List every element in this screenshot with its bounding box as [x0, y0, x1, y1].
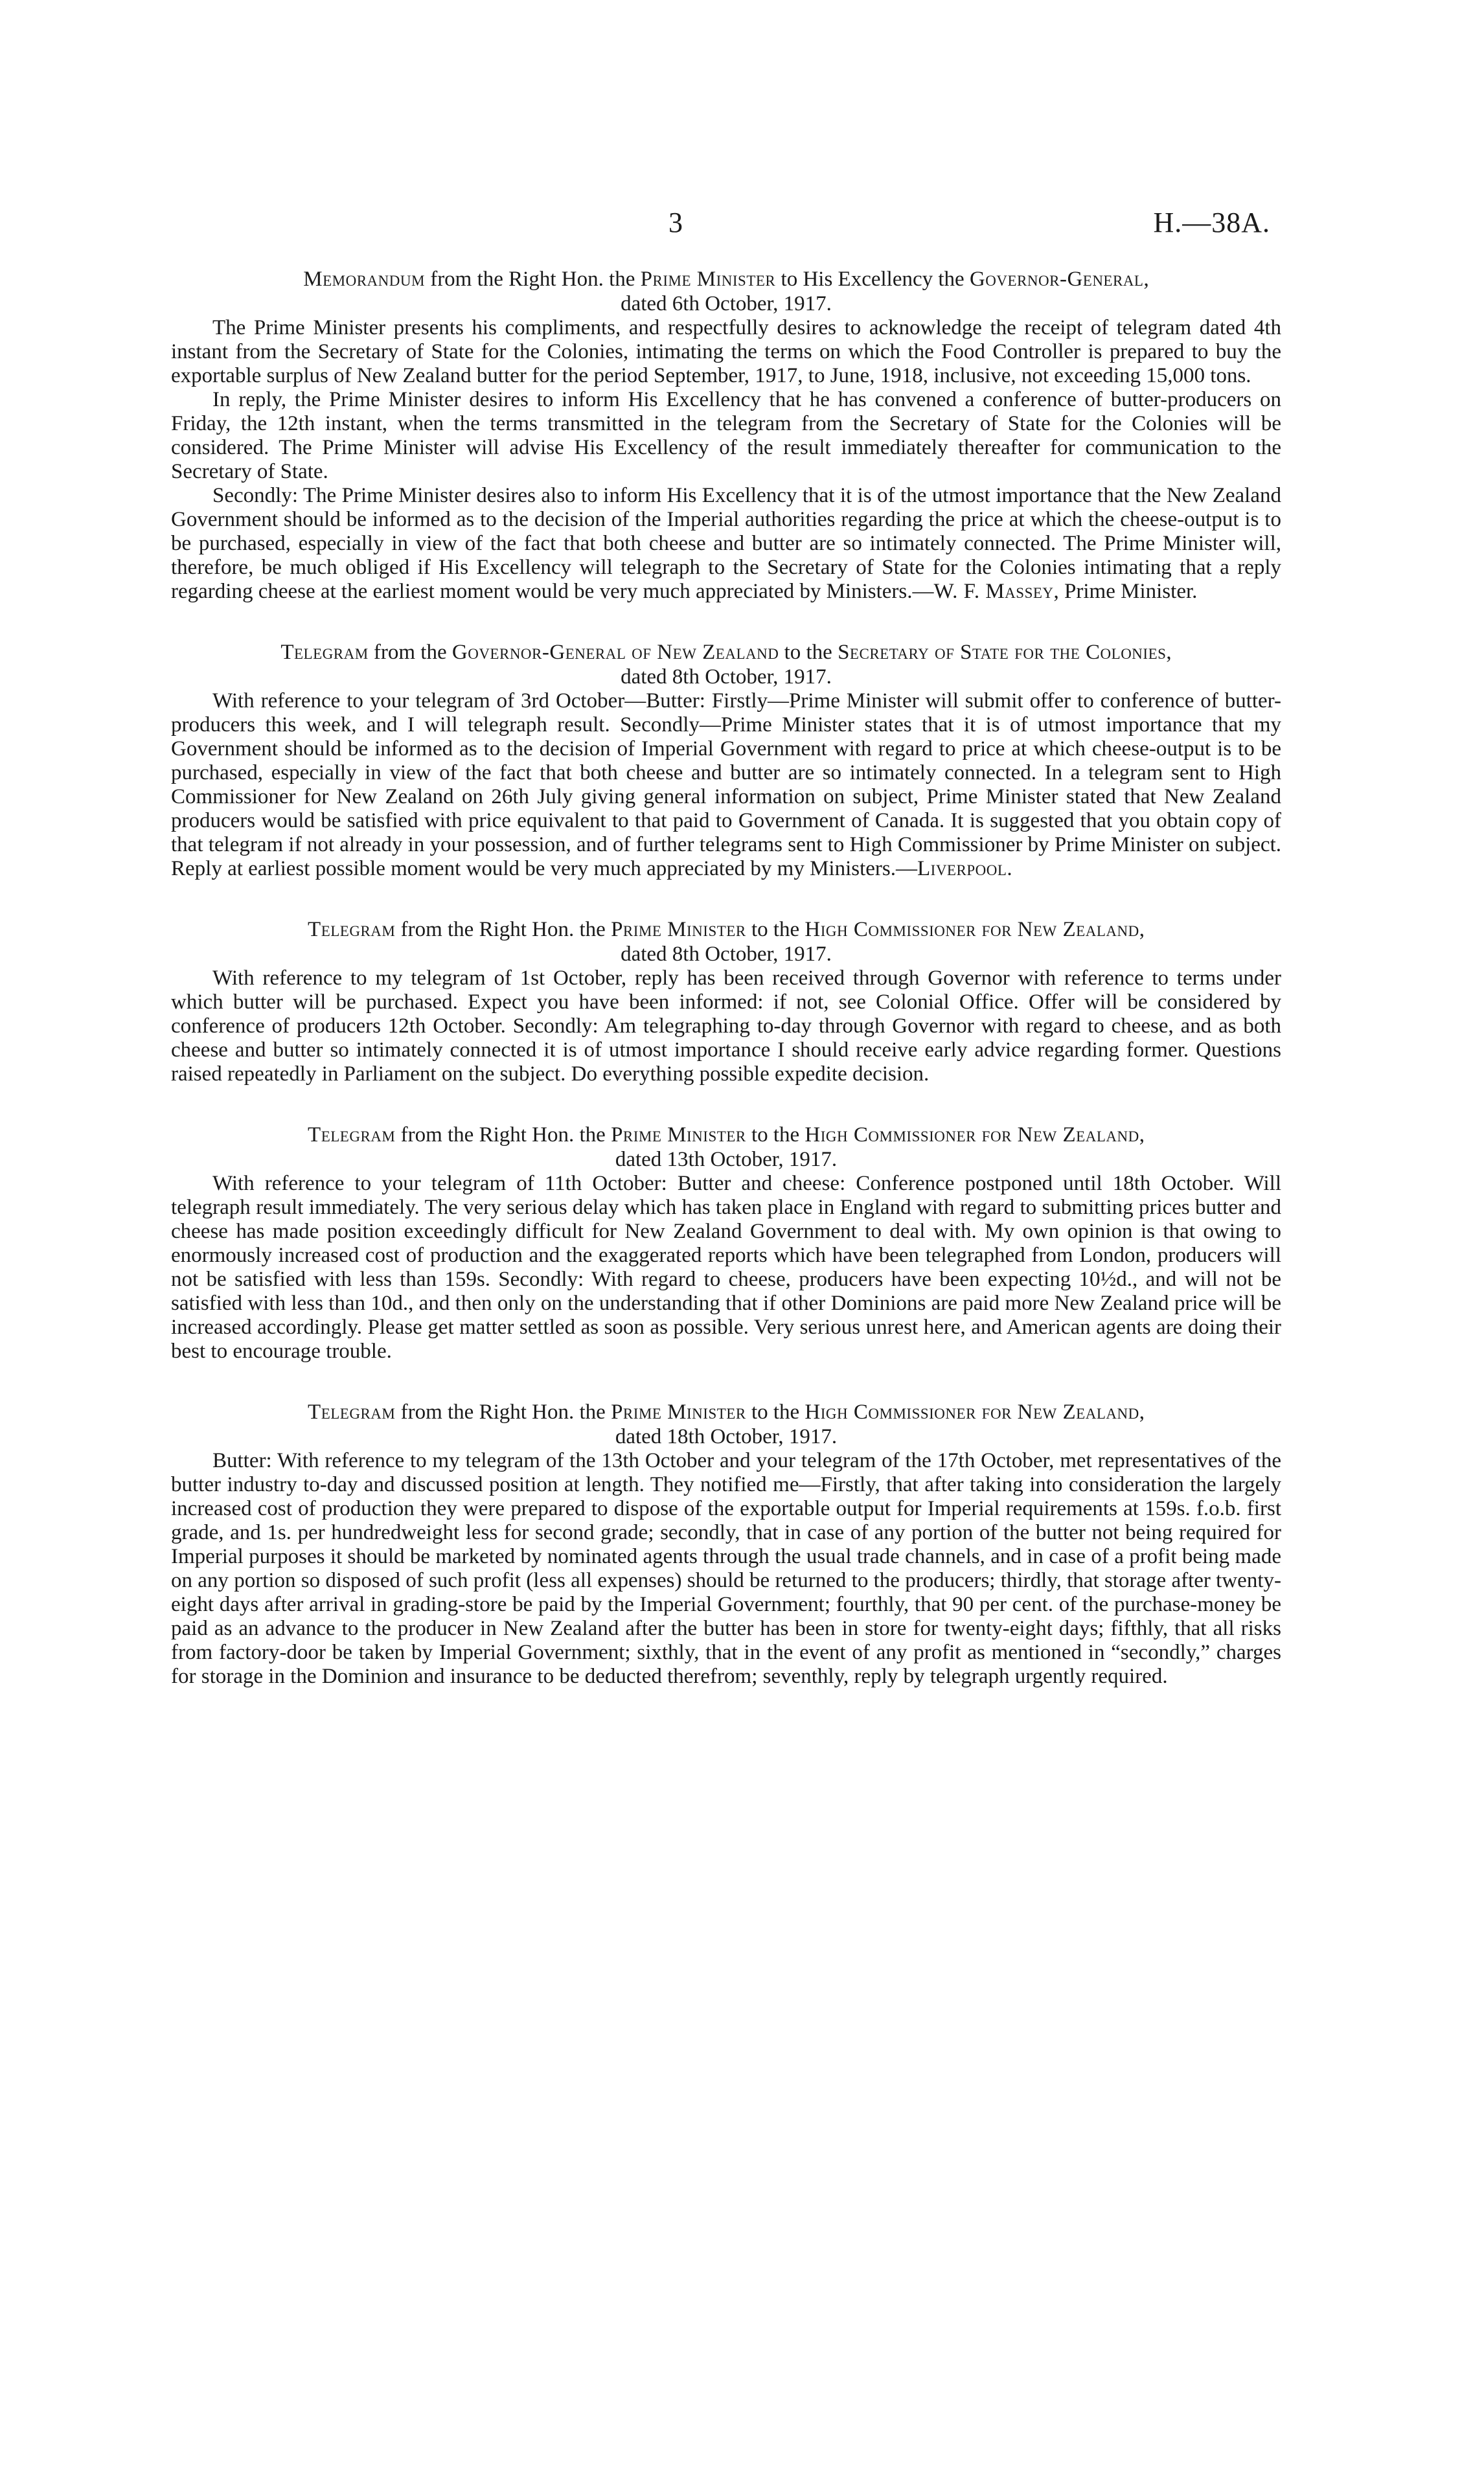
section-heading [171, 640, 1281, 665]
heading-lead: Telegram [280, 641, 369, 664]
section-body [171, 1172, 1281, 1364]
page-header [0, 206, 1484, 251]
signature: Liverpool [917, 857, 1007, 880]
heading-text: , [1139, 1123, 1145, 1147]
heading-text: , [1139, 918, 1145, 941]
heading-sender: Prime Minister [640, 268, 776, 291]
heading-text: from the Right Hon. the [424, 268, 641, 291]
heading-sender: Prime Minister [611, 918, 746, 941]
paragraph [171, 484, 1281, 604]
heading-sender: Prime Minister [611, 1400, 746, 1424]
section-body [171, 689, 1281, 881]
paragraph: With reference to my telegram of 1st October, reply has been received through Governor with reference to terms under which butter will be purchased. Expect you have been informed: if not, see Colonial Office. Offer will be considered by conference of producers 12th October. Secondly: Am telegraphing to-day through Governor with regard to cheese, and as both cheese and butter so intimately connected it is of utmost importance I should receive early advice regarding former. Questions raised repeatedly in Parliament on the subject. Do everything possible expedite decision. [171, 966, 1281, 1086]
heading-recipient: High Commissioner for New Zealand [805, 918, 1139, 941]
heading-recipient: Governor-General [969, 268, 1144, 291]
heading-lead: Telegram [308, 1400, 396, 1424]
section-dateline: dated 6th October, 1917. [621, 292, 832, 315]
heading-recipient: High Commissioner for New Zealand [805, 1400, 1139, 1424]
section-heading [171, 267, 1281, 291]
heading-recipient: Secretary of State for the Colonies [838, 641, 1167, 664]
heading-text: , [1139, 1400, 1145, 1424]
heading-lead: Telegram [308, 918, 396, 941]
paragraph: The Prime Minister presents his compliments, and respectfully desires to acknowledge the receipt of telegram dated 4th instant from the Secretary of State for the Colonies, intimating the terms on which the Food Controller is prepared to buy the exportable surplus of New Zealand butter for the period September, 1917, to June, 1918, inclusive, not exceeding 15,000 tons. [171, 316, 1281, 387]
paragraph: With reference to your telegram of 11th October: Butter and cheese: Conference postponed until 18th October. Will telegraph result immediately. The very serious delay which has taken place in England with regard to submitting prices butter and cheese has made position exceedingly difficult for New Zealand Government to deal with. My own opinion is that owing to enormously increased cost of production and the exaggerated reports which have been telegraphed from London, producers will not be satisfied with less than 159s. Secondly: With regard to cheese, producers have been expecting 10½d., and will not be satisfied with less than 10d., and then only on the understanding that if other Dominions are paid more New Zealand price will be increased accordingly. Please get matter settled as soon as possible. Very serious unrest here, and American agents are doing their best to encourage trouble. [171, 1172, 1281, 1363]
signature: W. F. Massey [933, 580, 1054, 603]
paragraph-text: With reference to your telegram of 3rd October—Butter: Firstly—Prime Minister will submit offer to conference of butter-producers this week, and I will telegraph result. Secondly—Prime Minister states that it is of utmost importance that my Government should be informed as to the decision of Imperial Government with regard to price at which cheese-output is to be purchased, especially in view of the fact that both cheese and butter are so intimately connected. In a telegram sent to High Commissioner for New Zealand on 26th July giving general information on subject, Prime Minister stated that New Zealand producers would be satisfied with price equivalent to that paid to Government of Canada. It is suggested that you obtain copy of that telegram if not already in your possession, and of further telegrams sent to High Commissioner by Prime Minister on subject. Reply at earliest possible moment would be very much appreciated by my Ministers.— [171, 689, 1281, 880]
paragraph: Butter: With reference to my telegram of the 13th October and your telegram of the 17th October, met representatives of the butter industry to-day and discussed position at length. They notified me—Firstly, that after taking into consideration the largely increased cost of production they were prepared to dispose of the exportable output for Imperial requirements at 159s. f.o.b. first grade, and 1s. per hundredweight less for second grade; secondly, that in case of any portion of the butter not being required for Imperial purposes it should be marketed by nominated agents through the usual trade channels, and in case of a profit being made on any portion so disposed of such profit (less all expenses) should be returned to the producers; thirdly, that storage after twenty-eight days after arrival in grading-store be paid by the Imperial Government; fourthly, that 90 per cent. of the purchase-money be paid as an advance to the producer in New Zealand after the butter has been in store for twenty-eight days; fifthly, that all risks from factory-door be taken by Imperial Government; sixthly, that in the event of any profit as mentioned in “secondly,” charges for storage in the Dominion and insurance to be deducted therefrom; seventhly, reply by telegraph urgently required. [171, 1449, 1281, 1688]
section-dateline: dated 18th October, 1917. [615, 1425, 838, 1448]
section-heading [171, 1400, 1281, 1424]
heading-text: from the Right Hon. the [395, 1400, 611, 1424]
document-reference: H.—38A. [1153, 207, 1270, 238]
heading-sender: Prime Minister [611, 1123, 746, 1147]
section-dateline: dated 8th October, 1917. [621, 665, 832, 689]
heading-sender: Governor-General of New Zealand [451, 641, 779, 664]
heading-text: from the Right Hon. the [395, 918, 611, 941]
heading-lead: Telegram [308, 1123, 396, 1147]
section-dateline: dated 13th October, 1917. [615, 1148, 838, 1171]
heading-text: to the [746, 1123, 805, 1147]
heading-text: , [1143, 268, 1149, 291]
signature-suffix: , Prime Minister. [1053, 580, 1198, 603]
section-body [171, 316, 1281, 604]
telegram-section [171, 917, 1281, 1086]
page-body [171, 267, 1281, 1725]
section-dateline: dated 8th October, 1917. [621, 942, 832, 966]
heading-text: to the [746, 1400, 805, 1424]
telegram-section [171, 1400, 1281, 1689]
heading-lead: Memorandum [303, 268, 425, 291]
paragraph-text: Secondly: The Prime Minister desires also to inform His Excellency that it is of the utmost importance that the New Zealand Government should be informed as to the decision of the Imperial authorities regarding the price at which the cheese-output is to be purchased, especially in view of the fact that both cheese and butter are so intimately connected. The Prime Minister will, therefore, be much obliged if His Excellency will telegraph to the Secretary of State for the Colonies intimating that a reply regarding cheese at the earliest moment would be very much appreciated by Ministers.— [171, 484, 1281, 603]
heading-text: , [1166, 641, 1172, 664]
heading-text: to the [746, 918, 805, 941]
heading-text: to His Excellency the [775, 268, 970, 291]
signature-suffix: . [1007, 857, 1012, 880]
paragraph [171, 689, 1281, 881]
section-heading [171, 1123, 1281, 1147]
paragraph: In reply, the Prime Minister desires to inform His Excellency that he has convened a conference of butter-producers on Friday, the 12th instant, when the terms transmitted in the telegram from the Secretary of State for the Colonies will be considered. The Prime Minister will advise His Excellency of the result immediately thereafter for communication to the Secretary of State. [171, 388, 1281, 483]
telegram-section [171, 640, 1281, 881]
page-number: 3 [668, 207, 683, 238]
section-body [171, 1449, 1281, 1689]
heading-text: from the [368, 641, 452, 664]
heading-text: from the Right Hon. the [395, 1123, 611, 1147]
memorandum-section [171, 267, 1281, 604]
telegram-section [171, 1123, 1281, 1364]
heading-recipient: High Commissioner for New Zealand [805, 1123, 1139, 1147]
section-body [171, 966, 1281, 1086]
heading-text: to the [779, 641, 838, 664]
section-heading [171, 917, 1281, 942]
